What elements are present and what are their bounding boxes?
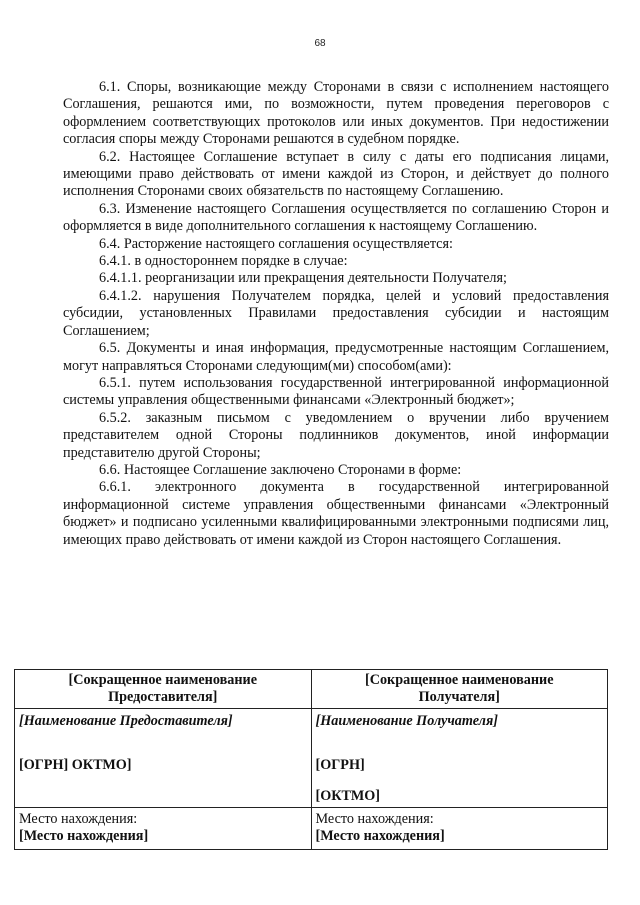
table-details-row xyxy=(15,709,608,808)
provider-header-line2: Предоставителя] xyxy=(108,689,218,705)
provider-location-value: [Место нахождения] xyxy=(19,828,149,844)
paragraph-6-4-1-1: 6.4.1.1. реорганизации или прекращения деятельности Получателя; xyxy=(99,270,507,287)
page-number: 68 xyxy=(314,38,326,49)
recipient-header-cell xyxy=(311,670,608,709)
paragraph-6-5-2: 6.5.2. заказным письмом с уведомлением о вручении либо вручением представителем одной Стороны подлинников документов, иной информации представителю другой Стороны; xyxy=(63,409,609,461)
table-header-row xyxy=(15,670,608,709)
recipient-details-cell xyxy=(311,709,608,808)
provider-name: [Наименование Предоставителя] xyxy=(19,713,233,729)
paragraph-6-1: 6.1. Споры, возникающие между Сторонами в связи с исполнением настоящего Соглашения, решаются ими, по возможности, путем проведения переговоров с оформлением соответствующих протоколов или иных документов. При недостижении согласия споры между Сторонами решаются в судебном порядке. xyxy=(63,79,609,148)
provider-codes: [ОГРН] ОКТМО] xyxy=(19,757,132,773)
recipient-location-cell xyxy=(311,808,608,850)
provider-header-cell xyxy=(15,670,312,709)
recipient-location-label: Место нахождения: xyxy=(315,811,434,827)
paragraph-6-4-1: 6.4.1. в одностороннем порядке в случае: xyxy=(99,253,348,270)
table-location-row xyxy=(15,808,608,850)
recipient-ogrn: [ОГРН] xyxy=(315,757,365,773)
paragraph-6-5-1: 6.5.1. путем использования государственной интегрированной информационной системы управления общественными финансами «Электронный бюджет»; xyxy=(63,374,609,409)
provider-details-cell xyxy=(15,709,312,808)
recipient-location-value: [Место нахождения] xyxy=(315,828,445,844)
paragraph-6-5: 6.5. Документы и иная информация, предусмотренные настоящим Соглашением, могут направляться Сторонами следующим(ми) способом(ами): xyxy=(63,340,609,374)
recipient-header-line1: [Сокращенное наименование xyxy=(364,672,554,688)
provider-location-cell xyxy=(15,808,312,850)
paragraph-6-6-1: 6.6.1. электронного документа в государственной интегрированной информационной системе управления общественными финансами «Электронный бюджет» и подписано усиленными квалифицированными электронными подписями лиц, имеющих право действовать от имени каждой из Сторон настоящего Соглашения. xyxy=(63,479,609,548)
signatures-table xyxy=(14,669,608,850)
agreement-body xyxy=(63,79,609,549)
paragraph-6-2: 6.2. Настоящее Соглашение вступает в силу с даты его подписания лицами, имеющими право действовать от имени каждой из Сторон, и действует до полного исполнения Сторонами своих обязательств по настоящему Соглашению. xyxy=(63,148,609,200)
paragraph-6-3: 6.3. Изменение настоящего Соглашения осуществляется по соглашению Сторон и оформляется в виде дополнительного соглашения к настоящему Соглашению. xyxy=(63,200,609,235)
provider-location-label: Место нахождения: xyxy=(19,811,138,827)
paragraph-6-6: 6.6. Настоящее Соглашение заключено Сторонами в форме: xyxy=(99,461,462,478)
recipient-oktmo: [ОКТМО] xyxy=(315,788,380,804)
provider-header-line1: [Сокращенное наименование xyxy=(68,672,257,688)
recipient-name: [Наименование Получателя] xyxy=(315,713,498,729)
recipient-header-line2: Получателя] xyxy=(418,689,500,705)
paragraph-6-4-1-2: 6.4.1.2. нарушения Получателем порядка, целей и условий предоставления субсидии, установленных Правилами предоставления субсидии и настоящим Соглашением; xyxy=(63,287,609,339)
paragraph-6-4: 6.4. Расторжение настоящего соглашения осуществляется: xyxy=(99,235,453,252)
